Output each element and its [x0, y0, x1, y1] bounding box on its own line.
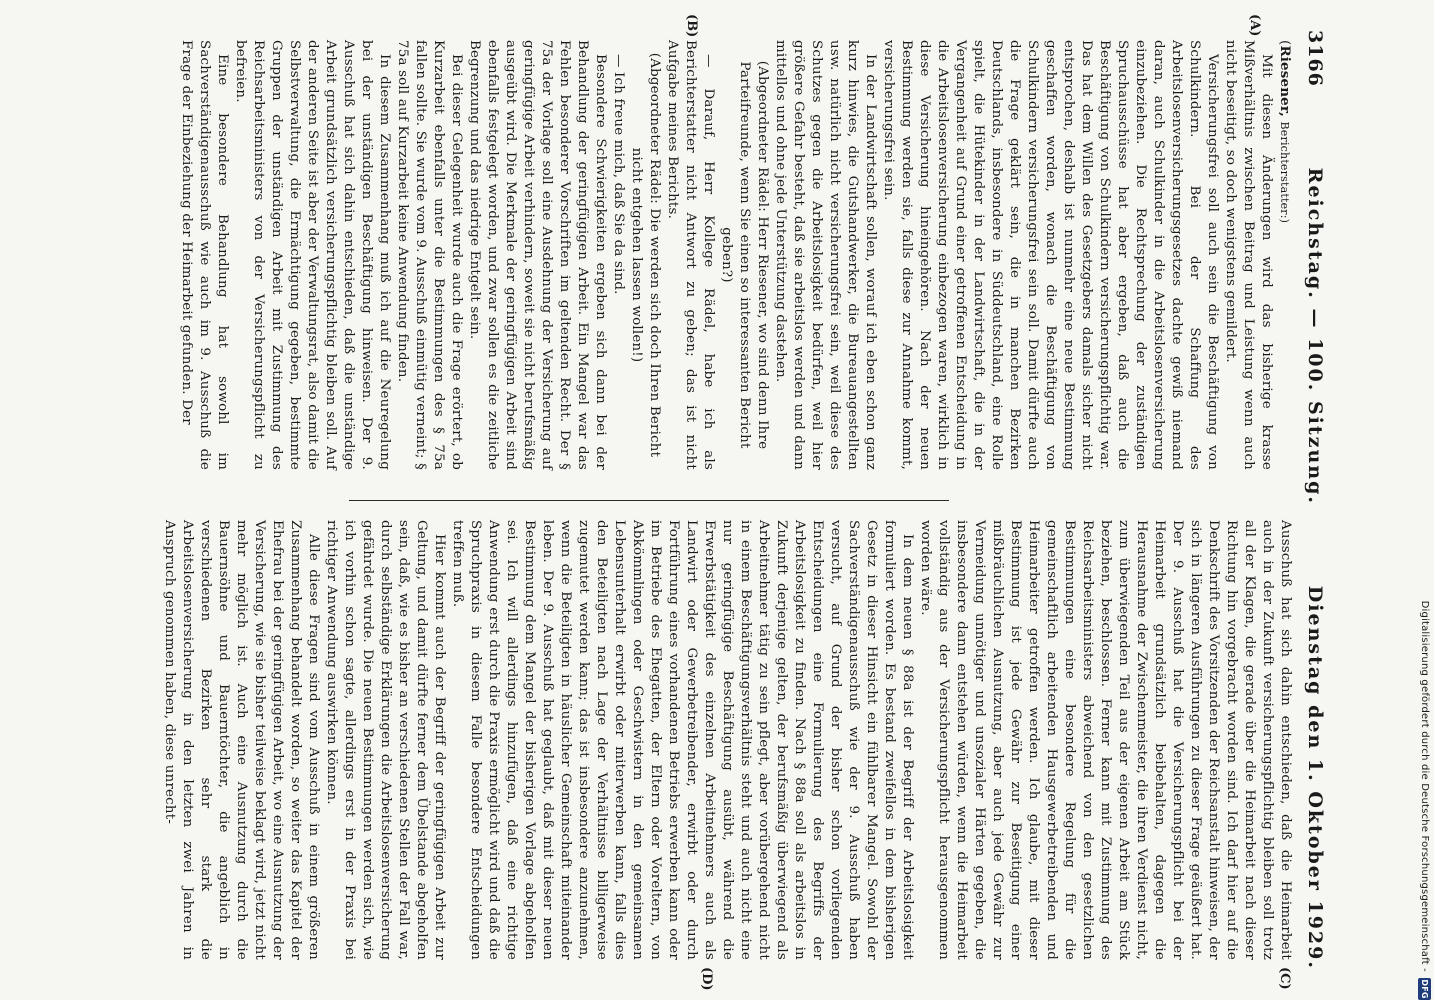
left-column — [177, 40, 1294, 470]
credit-text: Digitalisierung gefördert durch die Deutsche Forschungsgemeinschaft - — [1419, 600, 1431, 972]
page-header — [1298, 30, 1326, 970]
paragraph: — Darauf, Herr Kollege Rädel, habe ich als Berichterstatter nicht Antwort zu geben; das ist nicht Aufgabe meines Berichts. — [665, 40, 716, 470]
running-head: Reichstag. — 100. Sitzung. — [1304, 167, 1326, 505]
paragraph: Versicherungsfrei soll auch sein die Beschäftigung von Schulkindern. Bei der Schaffung des Arbeitslosenversicherungsgesetzes dachte gewiß niemand daran, auch Schulkinder in die Arbeitslosenversicherung einzubeziehen. Die Rechtsprechung der zuständigen Spruchausschüsse hat aber ergeben, daß auch die Beschäftigung von Schulkindern versicherungspflichtig war. Das hat dem Willen des Gesetzgebers damals sicher nicht entsprochen, deshalb ist nunmehr eine neue Bestimmung geschaffen worden, wonach die Beschäftigung von Schulkindern versicherungsfrei sein soll. Damit dürfte auch die Frage geklärt sein, die in manchen Bezirken Deutschlands, insbesondere in Süddeutschland, eine Rolle spielt, die Hütekinder in der Landwirtschaft, die in der Vergangenheit auf Grund einer getroffenen Entscheidung in die Arbeitslosenversicherung einbezogen waren, wirklich in diese Versicherung hineingehören. Nach der neuen Bestimmung werden sie, falls diese zur Annahme kommt, versicherungsfrei sein. — [881, 40, 1220, 470]
paragraph: In diesem Zusammenhang muß ich auf die Neuregelung bei der unständigen Beschäftigung hinweisen. Der 9. Ausschuß hat sich dahin entschieden, daß die unständige Arbeit grundsätzlich versicherungspflichtig bleiben soll. Auf der anderen Seite ist aber der Verwaltungsrat, also damit die Selbstverwaltung, die Ermächtigung gegeben, bestimmte Gruppen der unständigen Arbeit mit Zustimmung des Reichsarbeitsministers von der Versicherungspflicht zu befreien. — [233, 40, 392, 470]
margin-mark-b: (B) — [684, 14, 699, 38]
margin-mark-c: (C) — [1277, 967, 1292, 990]
margin-mark-d: (D) — [699, 967, 714, 991]
paragraph: Besondere Schwierigkeiten ergeben sich dann bei der Behandlung der geringfügigen Arbeit. Ein Mangel war das Fehlen besonderer Vorschriften im geltenden Recht. Der § 75a der Vorlage soll eine Ausdehnung der Versicherung auf geringfügige Arbeit verhindern, soweit sie nicht berufsmäßig ausgeübt wird. Die Merkmale der geringfügigen Arbeit sind ebenfalls festgelegt worden, und zwar sollen es die zeitliche Begrenzung und das niedrige Entgelt sein. — [467, 40, 608, 470]
speaker-name: Riesener, — [1277, 45, 1293, 118]
paragraph: In der Landwirtschaft sollen, worauf ich eben schon ganz kurz hinwies, die Gutshandwerker, die Bureauangestellten usw. natürlich nicht versicherungsfrei sein, weil diese des Schutzes gegen die Arbeitslosigkeit bedürfen, weil hier größere Gefahr besteht, daß sie arbeitslos werden und dann mittellos und ohne jede Unterstützung dastehen. — [773, 40, 878, 470]
margin-mark-a: (A) — [1247, 14, 1262, 37]
speaker-role: Berichterstatter:) — [1278, 121, 1291, 224]
digitization-credit — [1416, 0, 1434, 1000]
paragraph: — Ich freue mich, daß Sie da sind. — [611, 54, 626, 295]
paragraph: In dem neuen § 88a ist der Begriff der Arbeitslosigkeit formuliert worden. Es bestand zweifellos in dem bisherigen Gesetz in dieser Hinsicht ein fühlbarer Mangel. Sowohl der Sachverständigenausschuß wie der 9. Ausschuß haben versucht, auf Grund der bisher schon vorliegenden Entscheidungen eine Formulierung des Begriffs der Arbeitslosigkeit zu finden. Nach § 88a soll als arbeitslos in Zukunft derjenige gelten, der berufsmäßig überwiegend als Arbeitnehmer tätig zu sein pflegt, aber vorübergehend nicht in einem Beschäftigungsverhältnis steht und auch nicht eine nur geringfügige Beschäftigung ausübt, während die Erwerbstätigkeit des einzelnen Arbeitnehmers auch als Landwirt oder Gewerbetreibender, erwirbt oder durch Fortführung eines vorhandenen Betriebs erwerben kann oder im Betriebe des Ehegatten, der Eltern oder Voreltern, von Abkömmlingen oder Geschwistern in den gemeinsamen Lebensunterhalt erwirbt oder miterwerben kann, falls dies den Beteiligten nach Lage der Verhältnisse billigerweise zugemutet werden kann; das ist insbesondere anzunehmen, wenn die Beteiligten in häuslicher Gemeinschaft miteinander leben. Der 9. Ausschuß hat geglaubt, daß mit dieser neuen Bestimmung dem Mangel der bisherigen Vorlage abgeholfen sei. Ich will allerdings hinzufügen, daß eine richtige Anwendung erst durch die Praxis ermöglicht wird und daß die Spruchpraxis in diesem Falle besondere Entscheidungen treffen muß. — [450, 520, 915, 960]
paragraph: Mit diesen Änderungen wird das bisherige krasse Mißverhältnis zwischen Beitrag und Leistung wenn auch nicht beseitigt, so doch wenigstens gemildert. — [1223, 40, 1274, 470]
interjection: (Abgeordneter Rädel: Die werden sich doch Ihren Bericht nicht entgehen lassen wollen!) — [629, 52, 662, 458]
paragraph: Alle diese Fragen sind vom Ausschuß in einem größeren Zusammenhang behandelt worden, so weiter das Kapitel der Ehefrau bei der geringfügigen Arbeit, wo eine Ausnutzung der Versicherung, wie sie bisher teilweise beklagt wird, jetzt nicht mehr möglich ist. Auch eine Ausnutzung durch die Bauernsöhne und Bauerntöchter, die angeblich in verschiedenen Bezirken sehr stark die Arbeitslosenversicherung in den letzten zwei Jahren in Anspruch genommen haben, diese unrecht- — [162, 520, 321, 960]
right-column — [160, 520, 1294, 960]
column-divider — [349, 500, 949, 501]
speaker-line: (Riesener, Berichterstatter:) — [1277, 40, 1293, 224]
interjection: (Abgeordneter Rädel: Herr Riesener, wo sind denn Ihre Parteifreunde, wenn Sie einen so interessanten Bericht geben?) — [719, 60, 770, 450]
paragraph: Hier kommt auch der Begriff der geringfügigen Arbeit zur Geltung, und damit dürfte ferner dem Übelstande abgeholfen sein, daß, wie es bisher an verschiedenen Stellen der Fall war, durch selbständige Erklärungen die Arbeitslosenversicherung gefährdet wurde. Die neuen Bestimmungen werden sich, wie ich vorhin schon sagte, allerdings erst in der Praxis bei richtiger Anwendung auswirken können. — [324, 520, 447, 960]
paragraph: Ausschuß hat sich dahin entschieden, daß die Heimarbeit auch in der Zukunft versicherungspflichtig bleiben soll trotz all der Klagen, die gerade über die Heimarbeit nach dieser Richtung hin vorgebracht worden sind. Ich darf hier auf die Denkschrift des Vorsitzenden der Reichsanstalt hinweisen, der sich in längeren Ausführungen zu dieser Frage geäußert hat. Der 9. Ausschuß hat die Versicherungspflicht bei der Heimarbeit grundsätzlich beibehalten, dagegen die Herausnahme der Zwischenmeister, die ihren Verdienst nicht, zum überwiegenden Teil aus der eigenen Arbeit am Stück beziehen, beschlossen. Ferner kann mit Zustimmung des Reichsarbeitsministers abweichend von den gesetzlichen Bestimmungen eine besondere Regelung für die gemeinschaftlich arbeitenden Hausgewerbetreibenden und Heimarbeiter getroffen werden. Ich glaube, mit dieser Bestimmung ist jede Gewähr zur Beseitigung einer mißbräuchlichen Ausnutzung, aber auch jede Gewähr zur Vermeidung unnötiger und unsozialer Härten gegeben, die insbesondere dann entstehen würden, wenn die Heimarbeit vollständig aus der Versicherungspflicht herausgenommen worden wäre. — [918, 520, 1293, 960]
paragraph: Eine besondere Behandlung hat sowohl im Sachverständigenausschuß wie auch im 9. Ausschuß die Frage der Einbeziehung der Heimarbeit gefunden. Der — [179, 40, 230, 470]
dfg-logo-icon: DFG — [1420, 979, 1430, 999]
paragraph: Bei dieser Gelegenheit wurde auch die Frage erörtert, ob Kurzarbeit ebenfalls unter die Bestimmungen des § 75a fallen sollte. Sie wurde vom 9. Ausschuß einmütig verneint; § 75a soll auf Kurzarbeit keine Anwendung finden. — [395, 40, 464, 470]
page-number: 3166 — [1304, 30, 1326, 87]
session-date: Dienstag den 1. Oktober 1929. — [1304, 585, 1326, 970]
